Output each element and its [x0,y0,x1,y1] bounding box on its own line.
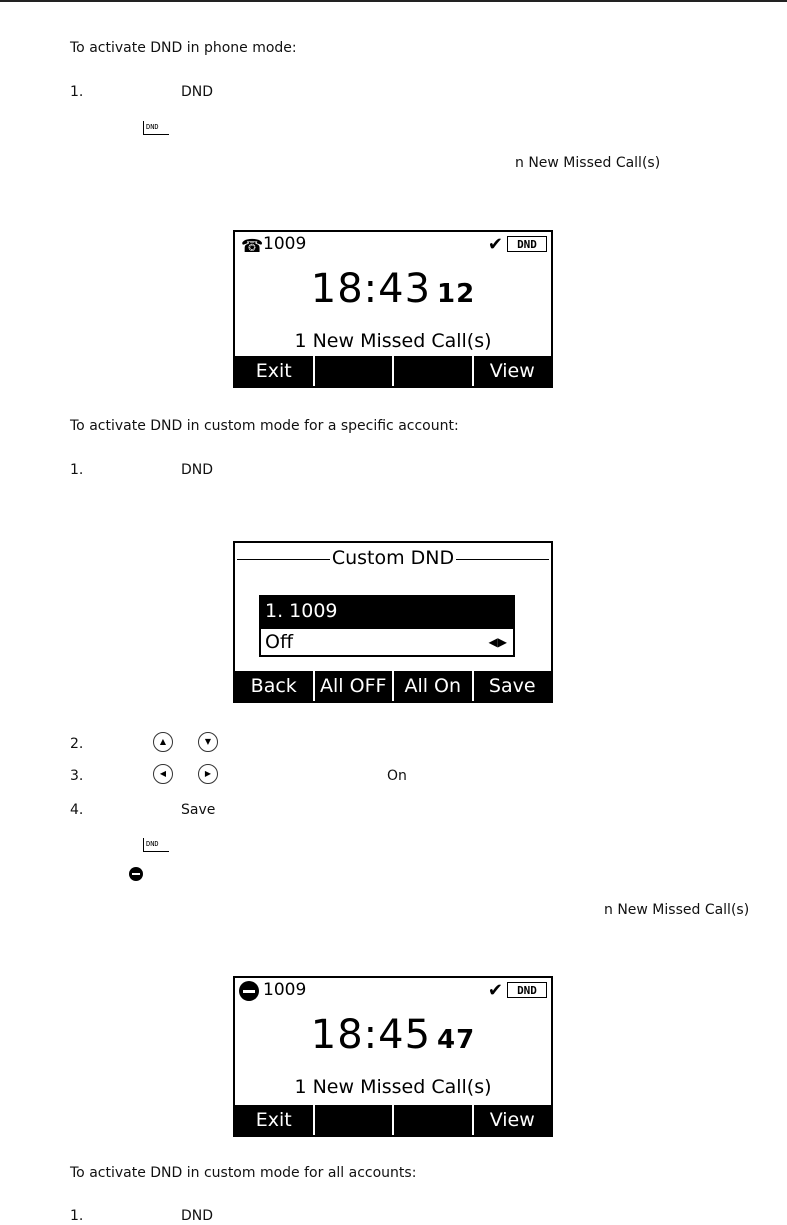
softkey-exit[interactable]: Exit [235,356,315,386]
section2-step4-keyword: Save [181,802,216,818]
section2-step1-keyword: DND [181,462,214,478]
custom-dnd-title: Custom DND [331,547,455,569]
dnd-badge: DND [507,982,547,998]
section2-step4-number: 4. [70,802,84,818]
softkey-empty-2[interactable] [315,1105,395,1135]
clock [235,1012,551,1058]
account-label: 1009 [263,234,307,254]
section2-missed-reference: n New Missed Call(s) [604,902,750,918]
missed-calls-notice: 1 New Missed Call(s) [294,330,492,352]
status-bar [235,978,551,1004]
nav-left-icon: ◀ [153,764,173,784]
section2-step1-number: 1. [70,462,84,478]
left-right-arrows-icon: ◀▶ [488,635,507,649]
softkey-back[interactable]: Back [235,671,315,701]
softkey-all-on[interactable]: All On [394,671,474,701]
account-label: 1009 [263,980,307,1000]
forward-check-icon: ✔ [487,980,503,1001]
section2-step2-number: 2. [70,736,84,752]
softkey-empty-3[interactable] [394,356,474,386]
missed-calls-notice: 1 New Missed Call(s) [294,1076,492,1098]
section1-step1-number: 1. [70,84,84,100]
top-rule [0,0,787,2]
section3-heading: To activate DND in custom mode for all accounts: [70,1165,417,1181]
dnd-status-icon: DND [143,838,169,852]
section1-missed-reference: n New Missed Call(s) [515,155,661,171]
section1-heading: To activate DND in phone mode: [70,40,297,56]
nav-right-icon: ▶ [198,764,218,784]
softkey-save[interactable]: Save [488,675,536,697]
section3-step1-keyword: DND [181,1208,214,1224]
softkey-view[interactable]: View [489,360,535,382]
forward-check-icon: ✔ [487,234,503,255]
do-not-disturb-icon [239,981,259,1001]
dnd-status-icon: DND [143,121,169,135]
softkey-empty-3[interactable] [394,1105,474,1135]
softkey-bar [235,671,551,701]
clock-time: 18:45 [310,1012,432,1058]
softkey-view[interactable]: View [489,1109,535,1131]
clock-time: 18:43 [310,266,432,312]
phone-screen-dnd [233,230,553,388]
clock-seconds: 12 [437,279,476,309]
nav-up-icon: ▲ [153,732,173,752]
account-list-item-selected[interactable]: 1. 1009 [259,595,515,627]
clock-seconds: 47 [437,1025,476,1055]
section1-step1-keyword: DND [181,84,214,100]
clock [235,266,551,312]
softkey-empty-2[interactable] [315,356,395,386]
softkey-bar [235,356,551,386]
softkey-exit[interactable]: Exit [235,1105,315,1135]
do-not-disturb-icon [129,867,143,881]
custom-dnd-screen [233,541,553,703]
softkey-bar [235,1105,551,1135]
dnd-value-field[interactable] [259,627,515,657]
section2-heading: To activate DND in custom mode for a specific account: [70,418,459,434]
section3-step1-number: 1. [70,1208,84,1224]
phone-screen-dnd-custom [233,976,553,1137]
dnd-value: Off [265,631,294,653]
phone-icon: ☎ [241,236,264,257]
status-bar [235,232,551,258]
softkey-all-off[interactable]: All OFF [315,671,395,701]
nav-down-icon: ▼ [198,732,218,752]
dnd-badge: DND [507,236,547,252]
section2-step3-keyword: On [387,768,407,784]
custom-dnd-title-bar [235,549,551,569]
section2-step3-number: 3. [70,768,84,784]
